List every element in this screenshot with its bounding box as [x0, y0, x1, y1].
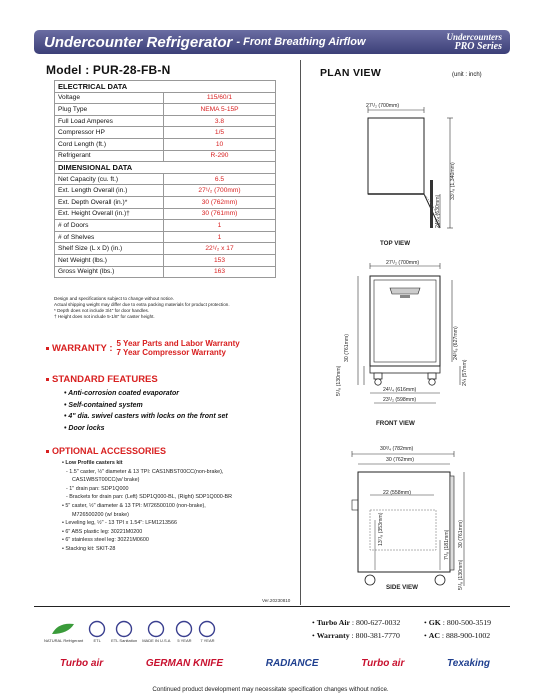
top-depth-dim: 33⁷/₈ (1,340mm)	[450, 162, 456, 200]
side-height-dim: 30 (761mm)	[458, 520, 464, 548]
spec-label: Gross Weight (lbs.)	[55, 266, 164, 278]
contact-row	[312, 629, 491, 642]
front-leg-dim: 2¼ (57mm)	[462, 359, 468, 386]
front-door-height-dim: 24⁵/₈ (627mm)	[453, 326, 459, 360]
feature-item: • 4" dia. swivel casters with locks on the front set	[64, 413, 228, 420]
optional-accessories-heading	[46, 446, 166, 456]
header-banner	[34, 30, 510, 54]
brand-logo: Turbo air	[60, 658, 104, 669]
spec-value: 153	[164, 254, 276, 266]
version-label: Ver.20230810	[262, 598, 291, 603]
spec-row	[55, 254, 276, 266]
side-small-dim: 7¹/₈ (181mm)	[444, 529, 450, 560]
spec-row	[55, 127, 276, 139]
feature-item: • Door locks	[64, 424, 105, 432]
spec-label: Full Load Amperes	[55, 115, 164, 127]
spec-value: 30 (761mm)	[164, 208, 276, 220]
spec-section-row	[55, 81, 276, 93]
spec-value: 1/5	[164, 127, 276, 139]
spec-label: Compressor HP	[55, 127, 164, 139]
spec-value: 6.5	[164, 173, 276, 185]
note-line: * Depth does not include 3/4" for door handles.	[54, 308, 150, 313]
spec-value: 30 (762mm)	[164, 196, 276, 208]
spec-row	[55, 266, 276, 278]
side-depth-dim: 30 (762mm)	[386, 457, 414, 463]
spec-label: Plug Type	[55, 104, 164, 116]
spec-label: Ext. Depth Overall (in.)*	[55, 196, 164, 208]
standard-features-list	[64, 388, 228, 434]
spec-row	[55, 138, 276, 150]
heading-bullet	[46, 450, 49, 453]
front-view-drawing	[330, 258, 490, 418]
spec-section-heading: DIMENSIONAL DATA	[55, 162, 276, 174]
front-view-caption: FRONT VIEW	[376, 420, 415, 427]
side-overall-dim: 30³/₄ (782mm)	[380, 446, 414, 452]
certification-logo	[175, 620, 193, 643]
optional-accessories-title: OPTIONAL ACCESSORIES	[52, 446, 167, 456]
spec-row	[55, 115, 276, 127]
note-line: † Height does not include 5-1/8" for caster height.	[54, 314, 155, 319]
standard-features-heading	[46, 374, 158, 385]
spec-label: # of Doors	[55, 220, 164, 232]
spec-label: Ext. Height Overall (in.)†	[55, 208, 164, 220]
spec-notes	[54, 296, 230, 320]
brand-logo: Texaking	[447, 658, 490, 669]
spec-row	[55, 150, 276, 162]
warranty-line-2: 7 Year Compressor Warranty	[116, 348, 226, 357]
brand-logo: Turbo air	[361, 658, 405, 669]
contact-item: • Turbo Air : 800-627-0032	[312, 618, 401, 627]
footer-divider	[34, 606, 510, 607]
note-line: Design and specifications subject to change without notice.	[54, 296, 175, 301]
spec-label: Cord Length (ft.)	[55, 138, 164, 150]
spec-table	[54, 80, 276, 278]
warranty-label: WARRANTY :	[52, 342, 113, 354]
feature-item: • Anti-corrosion coated evaporator	[64, 390, 179, 397]
top-view-caption: TOP VIEW	[380, 240, 411, 247]
spec-value: 3.8	[164, 115, 276, 127]
certification-logo	[88, 620, 106, 643]
spec-label: # of Shelves	[55, 231, 164, 243]
spec-value: NEMA 5-15P	[164, 104, 276, 116]
certification-icon	[48, 620, 80, 638]
contact-item: • AC : 888-900-1002	[424, 631, 491, 640]
accessory-item: • 6" ABS plastic leg: 30221M0200	[62, 528, 143, 535]
accessory-item: M726500200 (w/ brake)	[72, 511, 129, 518]
accessory-item: CAS1WBST00CC(w/ brake)	[72, 477, 140, 484]
spec-row	[55, 243, 276, 255]
brand-logo: GERMAN KNIFE	[145, 658, 224, 669]
feature-item: • Self-contained system	[64, 401, 143, 409]
warranty-line-1: 5 Year Parts and Labor Warranty	[116, 339, 240, 348]
spec-label: Net Weight (lbs.)	[55, 254, 164, 266]
spec-row	[55, 173, 276, 185]
spec-row	[55, 185, 276, 197]
footer-disclaimer: Continued product development may necessitate specification changes without notice.	[152, 686, 389, 693]
spec-value: 163	[164, 266, 276, 278]
certification-icon	[175, 620, 193, 638]
certification-logo	[111, 620, 137, 643]
accessory-item: • 5" caster, ½" diameter & 13 TPI: M726500100 (non-brake),	[62, 502, 206, 509]
plan-view-heading: PLAN VIEW	[320, 67, 382, 79]
spec-value: R-290	[164, 150, 276, 162]
accessory-item: • Low Profile casters kit	[62, 460, 123, 466]
certification-label: 5 YEAR	[177, 638, 192, 643]
spec-section-heading: ELECTRICAL DATA	[55, 81, 276, 93]
spec-value: 27¹/₂ (700mm)	[164, 185, 276, 197]
certification-label: NATURAL Refrigerant	[44, 638, 84, 643]
side-caster-dim: 5¹/₈ (130mm)	[458, 559, 464, 590]
contact-row	[312, 616, 491, 629]
certification-logo	[44, 620, 83, 643]
front-width-dim: 27¹/₂ (700mm)	[386, 260, 420, 266]
certification-icon	[115, 620, 133, 638]
certification-icon	[88, 620, 106, 638]
warranty-text	[117, 339, 240, 357]
series-name: PRO Series	[454, 41, 502, 52]
contact-item: • Warranty : 800-381-7770	[312, 631, 400, 640]
heading-bullet	[46, 378, 49, 381]
spec-row	[55, 220, 276, 232]
spec-row	[55, 196, 276, 208]
side-shelf-dim: 13⁷/₈ (353mm)	[378, 512, 384, 546]
note-line: Actual shipping weight may differ due to extra packing materials for product protection.	[54, 302, 230, 307]
spec-value: 10	[164, 138, 276, 150]
side-inner-dim: 22 (558mm)	[383, 490, 411, 496]
accessory-item: - 1" drain pan: SDP1Q000	[66, 485, 129, 492]
certification-icon	[198, 620, 216, 638]
accessory-item: • 6" stainless steel leg: 30221M0600	[62, 537, 149, 544]
spec-label: Refrigerant	[55, 150, 164, 162]
accessory-item: • Leveling leg, ½" - 13 TPI x 1.54": LFM1213566	[62, 520, 177, 527]
certification-logo	[198, 620, 216, 643]
top-width-dim: 27¹/₂ (700mm)	[366, 103, 400, 109]
certification-label: MADE IN U.S.A	[142, 638, 171, 643]
certification-logo	[142, 620, 170, 643]
spec-value: 22¹/₂ x 17	[164, 243, 276, 255]
top-door-dim: 24³/₄ (630mm)	[435, 194, 441, 228]
certification-icon	[147, 620, 165, 638]
spec-label: Shelf Size (L x D) (in.)	[55, 243, 164, 255]
accessory-item: - Brackets for drain pan: (Left) SDP1Q000-BL, (Right) SDP1Q000-BR	[66, 494, 232, 501]
brand-logo: RADIANCE	[265, 658, 319, 669]
standard-features-title: STANDARD FEATURES	[52, 374, 158, 385]
certification-logos	[44, 620, 216, 643]
contact-item: • GK : 800-500-3519	[424, 618, 492, 627]
category-label: Undercounters	[446, 32, 502, 42]
unit-label: (unit : inch)	[452, 72, 482, 78]
spec-row	[55, 208, 276, 220]
brand-logos	[60, 658, 490, 669]
spec-row	[55, 231, 276, 243]
side-view-caption: SIDE VIEW	[386, 584, 418, 591]
front-height-dim: 30 (761mm)	[344, 334, 350, 362]
front-base-width-dim: 23¹/₂ (598mm)	[383, 397, 417, 403]
spec-label: Ext. Length Overall (in.)	[55, 185, 164, 197]
accessory-item: • Stacking kit: SKIT-28	[62, 545, 116, 552]
contact-info	[312, 616, 491, 642]
certification-label: 7 YEAR	[200, 638, 215, 643]
product-title: Undercounter Refrigerator	[44, 33, 233, 51]
spec-section-row	[55, 162, 276, 174]
spec-value: 1	[164, 231, 276, 243]
warranty-block	[46, 339, 240, 357]
series-label	[446, 32, 502, 52]
column-divider	[300, 60, 301, 605]
accessory-item: - 1.5" caster, ½" diameter & 13 TPI: CAS1NBST00CC(non-brake),	[66, 468, 224, 475]
product-subtitle: - Front Breathing Airflow	[236, 36, 366, 48]
spec-row	[55, 104, 276, 116]
spec-value: 115/60/1	[164, 92, 276, 104]
front-caster-dim: 5¹/₈ (130mm)	[336, 365, 342, 396]
spec-row	[55, 92, 276, 104]
spec-label: Net Capacity (cu. ft.)	[55, 173, 164, 185]
spec-value: 1	[164, 220, 276, 232]
spec-label: Voltage	[55, 92, 164, 104]
warranty-bullet	[46, 347, 49, 350]
certification-label: ETL	[93, 638, 101, 643]
certification-label: ETL Sanitation	[111, 638, 138, 643]
front-door-width-dim: 24¹/₄ (616mm)	[383, 387, 417, 393]
model-number: Model : PUR-28-FB-N	[46, 63, 171, 77]
optional-accessories-list	[62, 459, 232, 554]
